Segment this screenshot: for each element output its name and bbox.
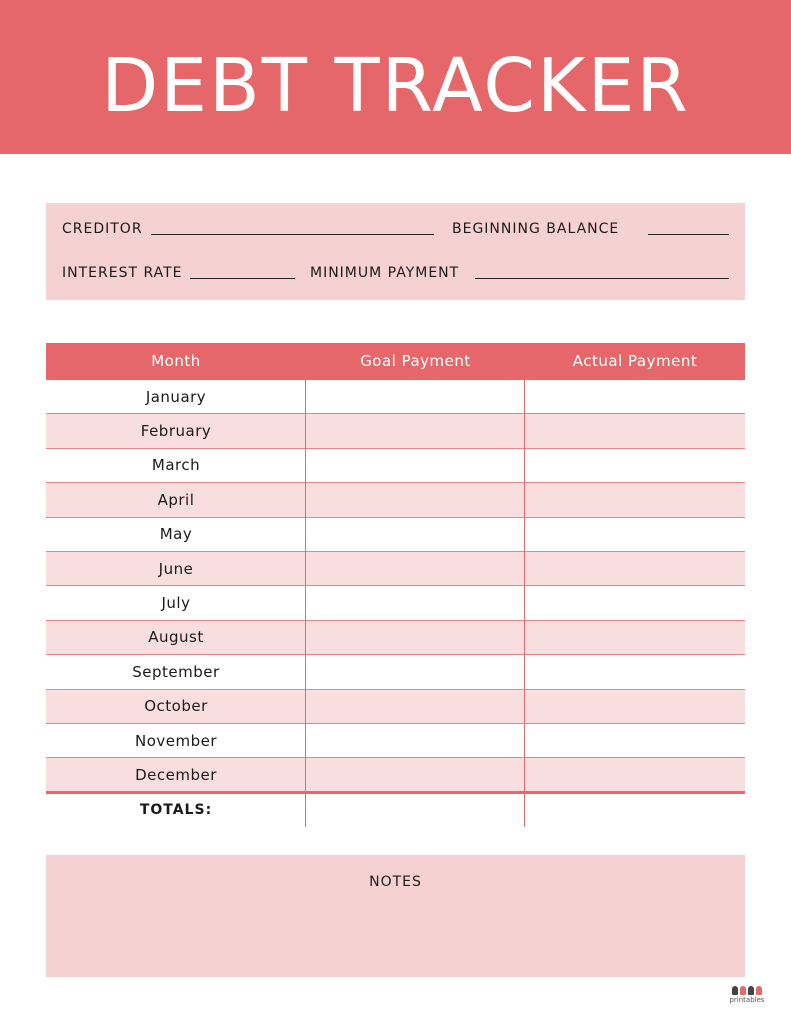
payment-table — [46, 343, 745, 827]
goal-payment-cell[interactable] — [306, 483, 525, 516]
interest-rate-label: INTEREST RATE — [62, 265, 183, 281]
table-row — [46, 586, 745, 620]
table-header — [46, 343, 745, 380]
goal-payment-cell[interactable] — [306, 380, 525, 413]
page-title: DEBT TRACKER — [101, 43, 690, 129]
month-cell: October — [144, 697, 208, 716]
goal-payment-cell[interactable] — [306, 690, 525, 723]
month-cell: May — [159, 525, 193, 544]
goal-payment-total-cell[interactable] — [306, 794, 525, 827]
actual-payment-cell[interactable] — [525, 518, 745, 551]
goal-payment-cell[interactable] — [306, 552, 525, 585]
goal-payment-cell[interactable] — [306, 449, 525, 482]
column-divider — [524, 380, 525, 827]
totals-label: TOTALS: — [139, 802, 213, 819]
month-cell: September — [132, 662, 220, 681]
goal-payment-cell[interactable] — [306, 518, 525, 551]
notes-title: NOTES — [369, 874, 422, 890]
actual-payment-cell[interactable] — [525, 758, 745, 791]
table-row — [46, 552, 745, 586]
table-row — [46, 758, 745, 792]
actual-payment-total-cell[interactable] — [525, 794, 745, 827]
logo-mark — [748, 986, 754, 995]
minimum-payment-field[interactable] — [475, 278, 729, 279]
creditor-label: CREDITOR — [62, 221, 143, 237]
goal-payment-cell[interactable] — [306, 621, 525, 654]
logo-icon — [727, 986, 767, 995]
month-cell: July — [161, 594, 191, 613]
goal-payment-cell[interactable] — [306, 586, 525, 619]
table-row — [46, 449, 745, 483]
table-row — [46, 621, 745, 655]
column-header-month: Month — [151, 352, 201, 370]
goal-payment-cell[interactable] — [306, 724, 525, 757]
goal-payment-cell[interactable] — [306, 758, 525, 791]
table-row — [46, 518, 745, 552]
actual-payment-cell[interactable] — [525, 449, 745, 482]
actual-payment-cell[interactable] — [525, 380, 745, 413]
header-banner — [0, 0, 791, 154]
actual-payment-cell[interactable] — [525, 621, 745, 654]
totals-row — [46, 794, 745, 827]
beginning-balance-field[interactable] — [648, 234, 729, 235]
beginning-balance-label: BEGINNING BALANCE — [452, 221, 620, 237]
printables-logo — [727, 986, 767, 1014]
month-cell: November — [134, 731, 218, 750]
actual-payment-cell[interactable] — [525, 483, 745, 516]
actual-payment-cell[interactable] — [525, 655, 745, 688]
month-cell: March — [151, 456, 201, 475]
logo-mark — [756, 986, 762, 995]
minimum-payment-label: MINIMUM PAYMENT — [310, 265, 460, 281]
logo-text: printables — [729, 996, 765, 1004]
table-row — [46, 724, 745, 758]
table-row — [46, 483, 745, 517]
month-cell: June — [158, 559, 194, 578]
column-header-goal-payment: Goal Payment — [360, 352, 471, 370]
column-divider — [305, 380, 306, 827]
actual-payment-cell[interactable] — [525, 724, 745, 757]
interest-rate-field[interactable] — [190, 278, 295, 279]
actual-payment-cell[interactable] — [525, 586, 745, 619]
actual-payment-cell[interactable] — [525, 552, 745, 585]
month-cell: April — [157, 490, 195, 509]
notes-panel[interactable] — [46, 855, 745, 977]
debt-info-panel — [46, 203, 745, 300]
goal-payment-cell[interactable] — [306, 414, 525, 447]
table-row — [46, 380, 745, 414]
actual-payment-cell[interactable] — [525, 414, 745, 447]
table-row — [46, 414, 745, 448]
logo-mark — [740, 986, 746, 995]
month-cell: February — [140, 422, 212, 441]
column-header-actual-payment: Actual Payment — [572, 352, 698, 370]
logo-mark — [732, 986, 738, 995]
actual-payment-cell[interactable] — [525, 690, 745, 723]
goal-payment-cell[interactable] — [306, 655, 525, 688]
month-cell: August — [148, 628, 204, 647]
month-cell: January — [145, 387, 207, 406]
table-row — [46, 655, 745, 689]
month-cell: December — [135, 765, 217, 784]
table-row — [46, 690, 745, 724]
creditor-field[interactable] — [151, 234, 434, 235]
